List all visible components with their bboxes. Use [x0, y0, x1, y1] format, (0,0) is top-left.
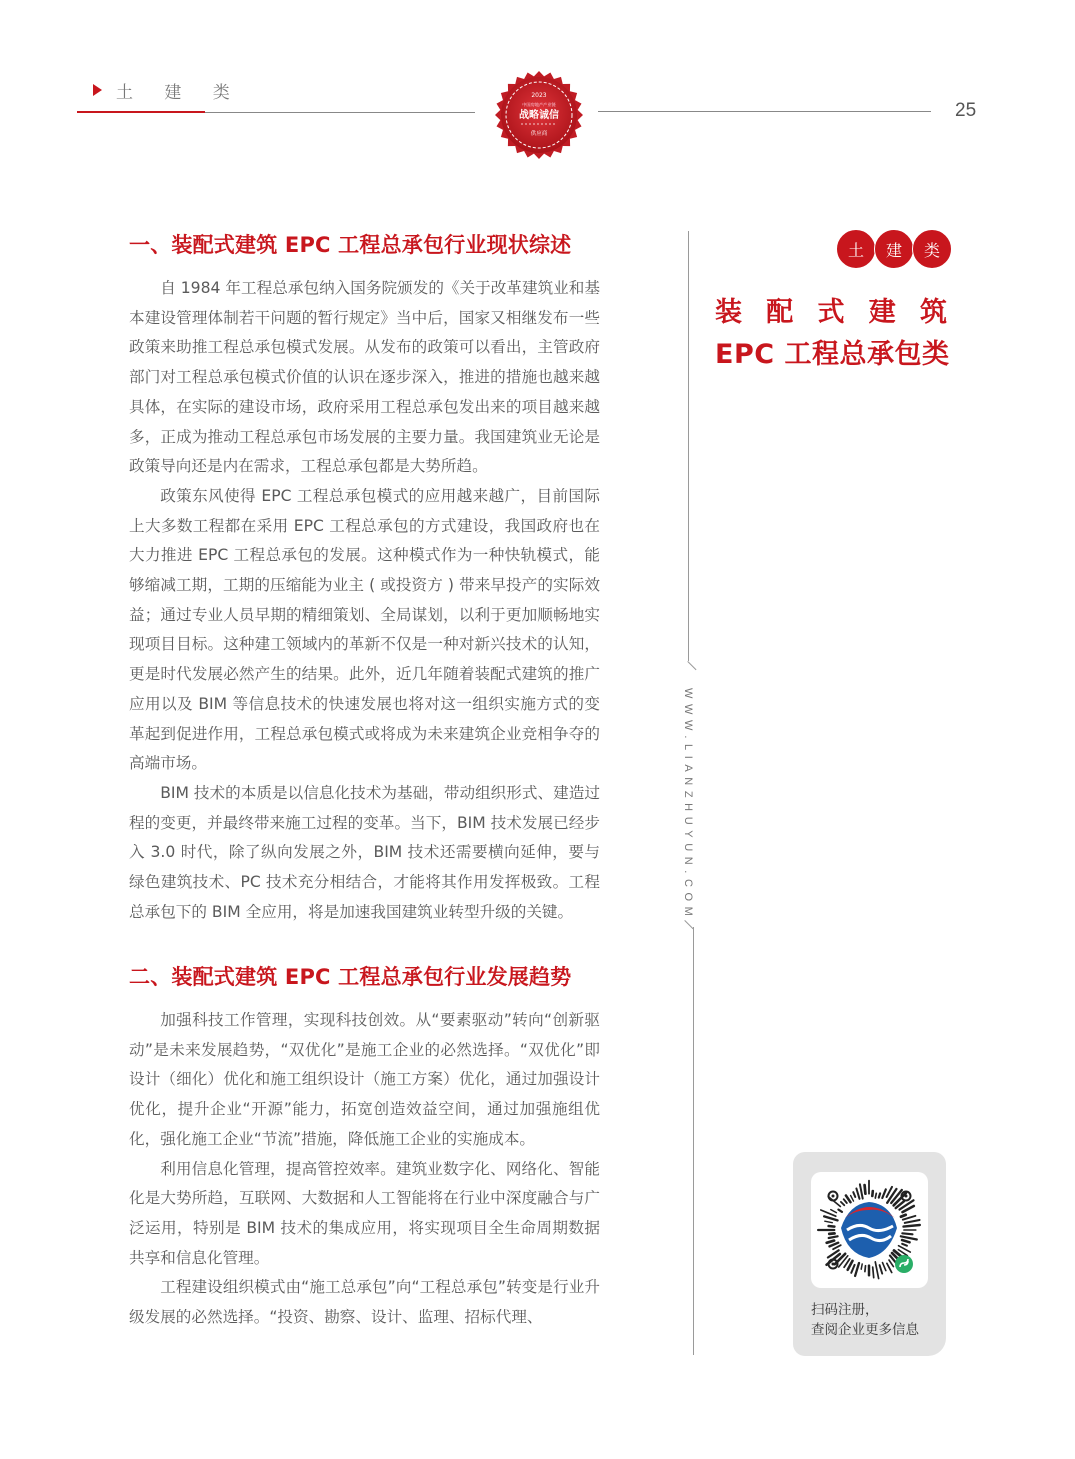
paragraph: 加强科技工作管理，实现科技创效。从“要素驱动”转向“创新驱动”是未来发展趋势，“双优化”是施工企业的必然选择。“双优化”即设计（细化）优化和施工组织设计（施工方案）优化，通过加强设计优化，提升企业“开源”能力，拓宽创造效益空间，通过加强施组优化，强化施工企业“节流”措施，降低施工企业的实施成本。: [129, 1011, 600, 1148]
qr-ray: [860, 1184, 863, 1198]
qr-code-box[interactable]: [811, 1172, 928, 1288]
qr-ray: [902, 1244, 907, 1246]
qr-ray: [830, 1243, 839, 1247]
header-rule-accent: [77, 111, 205, 113]
award-seal-logo: [494, 70, 584, 160]
category-tag: 类: [912, 229, 952, 269]
qr-ray: [882, 1189, 886, 1198]
sidebar-title: [715, 292, 950, 376]
seal-bottom: 供应商: [530, 131, 548, 137]
seal-main: 战略诚信: [519, 110, 559, 121]
qr-ray: [825, 1221, 833, 1223]
qr-caption-line-2: 查阅企业更多信息: [811, 1322, 919, 1338]
qr-ray: [841, 1202, 844, 1205]
qr-ray: [829, 1226, 835, 1227]
qr-ray: [879, 1193, 880, 1197]
qr-ray: [829, 1236, 838, 1238]
qr-ray: [887, 1263, 892, 1272]
title-char: 筑: [920, 297, 947, 328]
qr-ray: [889, 1260, 893, 1267]
qr-ray: [904, 1225, 920, 1227]
paragraph: 自 1984 年工程总承包纳入国务院颁发的《关于改革建筑业和基本建设管理体制若干问题的暂行规定》当中后，国家又相继发布一些政策来助推工程总承包模式发展。从发布的政策可以看出，主管政府部门对工程总承包模式价值的认识在逐步深入，推进的措施也越来越具体，在实际的建设市场，政府采用工程总承包发出来的项目越来越多，正成为推动工程总承包市场发展的主要力量。我国建筑业无论是政策导向还是内在需求，工程总承包都是大势所趋。: [129, 279, 600, 476]
title-char: 装: [715, 297, 742, 328]
column-divider-bottom: [693, 927, 694, 1355]
qr-ray: [855, 1263, 859, 1276]
qr-ray: [833, 1245, 841, 1249]
qr-ray: [829, 1233, 834, 1234]
qr-ray: [905, 1220, 920, 1223]
title-char: 建: [868, 297, 896, 328]
website-url: WWW.LIANZHUYUN.COM: [682, 688, 694, 922]
category-tag: 建: [874, 229, 914, 269]
header-rule-left: [205, 112, 475, 113]
category-tags: [838, 229, 952, 269]
qr-ray: [856, 1189, 859, 1199]
section-1-body: [129, 274, 600, 927]
qr-ray: [846, 1196, 851, 1203]
brand-logo-icon: [841, 1202, 897, 1258]
qr-ray: [883, 1263, 886, 1271]
qr-ray: [902, 1233, 912, 1234]
divider-bend-top: [687, 661, 696, 670]
paragraph: 政策东风使得 EPC 工程总承包模式的应用越来越广，目前国际上大多数工程都在采用 EPC 工程总承包的方式建设，我国政府也在大力推进 EPC 工程总承包的发展。这种模式作为一种快轨模式，能够缩减工期，工期的压缩能为业主 ( 或投资方 ) 带来早投产的实际效益；通过专业人员早期的精细策划、全局谋划，以利于更加顺畅地实现项目目标。这种建工领域内的革新不仅是一种对新兴技术的认知，更是时代发展必然产生的结果。此外，近几年随着装配式建筑的推广应用以及 BIM 等信息技术的快速发展也将对这一组织实施方式的变革起到促进作用，工程总承包模式或将成为未来建筑企业竞相争夺的高端市场。: [129, 486, 600, 773]
page-number: 25: [955, 100, 977, 121]
column-divider-top: [688, 231, 689, 661]
qr-ray: [875, 1262, 878, 1279]
qr-ray: [851, 1196, 854, 1202]
qr-ray: [831, 1210, 837, 1213]
wechat-mini-program-icon: [895, 1255, 913, 1273]
sidebar-title-line-2: EPC 工程总承包类: [715, 339, 950, 370]
qr-ray: [838, 1210, 842, 1212]
section-1-title: 一、装配式建筑 EPC 工程总承包行业现状综述: [129, 233, 572, 257]
paragraph: 工程建设组织模式由“施工总承包”向“工程总承包”转变是行业升级发展的必然选择。“投资、勘察、设计、监理、招标代理、: [129, 1278, 600, 1327]
qr-ray: [872, 1191, 873, 1196]
header-rule-right: [598, 111, 931, 112]
qr-caption-line-1: 扫码注册，: [811, 1302, 879, 1318]
qr-ray: [901, 1236, 917, 1239]
paragraph: 利用信息化管理，提高管控效率。建筑业数字化、网络化、智能化是大势所趋，互联网、大数据和人工智能将在行业中深度融合与广泛运用，特别是 BIM 技术的集成应用，将实现项目全生命周期数据共享和信息化管理。: [129, 1159, 600, 1267]
qr-ray: [844, 1199, 847, 1203]
qr-ray: [824, 1216, 837, 1220]
qr-ray: [861, 1264, 862, 1269]
header-category: 土 建 类: [116, 83, 243, 103]
triangle-marker-icon: [93, 84, 102, 96]
section-2-title: 二、装配式建筑 EPC 工程总承包行业发展趋势: [129, 965, 572, 989]
qr-ray: [865, 1266, 866, 1272]
qr-ray: [851, 1265, 854, 1273]
qr-ray: [865, 1185, 866, 1194]
qr-ray: [901, 1215, 906, 1217]
seal-year: 2023: [531, 92, 547, 99]
seal-top-line: 中国房地产产业链: [522, 102, 556, 107]
mini-program-qr-code-icon: [811, 1172, 928, 1288]
category-tag: 土: [836, 229, 876, 269]
qr-caption: [811, 1300, 919, 1340]
qr-ray: [853, 1192, 855, 1197]
title-char: 式: [817, 297, 845, 328]
qr-ray: [827, 1241, 834, 1243]
qr-ray: [902, 1240, 910, 1242]
section-2-body: [129, 1006, 600, 1333]
sidebar-title-line-1: [715, 292, 947, 334]
qr-ray: [880, 1265, 883, 1274]
qr-ray: [873, 1267, 874, 1278]
paragraph: BIM 技术的本质是以信息化技术为基础，带动组织形式、建造过程的变更，并最终带来施工过程的变革。当下，BIM 技术发展已经步入 3.0 时代，除了纵向发展之外，BIM 技术还需要横向延伸，要与绿色建筑技术、PC 技术充分相结合，才能将其作用发挥极致。工程总承包下的 BIM 全应用，将是加速我国建筑业转型升级的关键。: [129, 783, 600, 921]
title-char: 配: [766, 297, 794, 328]
qr-ray: [875, 1193, 876, 1198]
